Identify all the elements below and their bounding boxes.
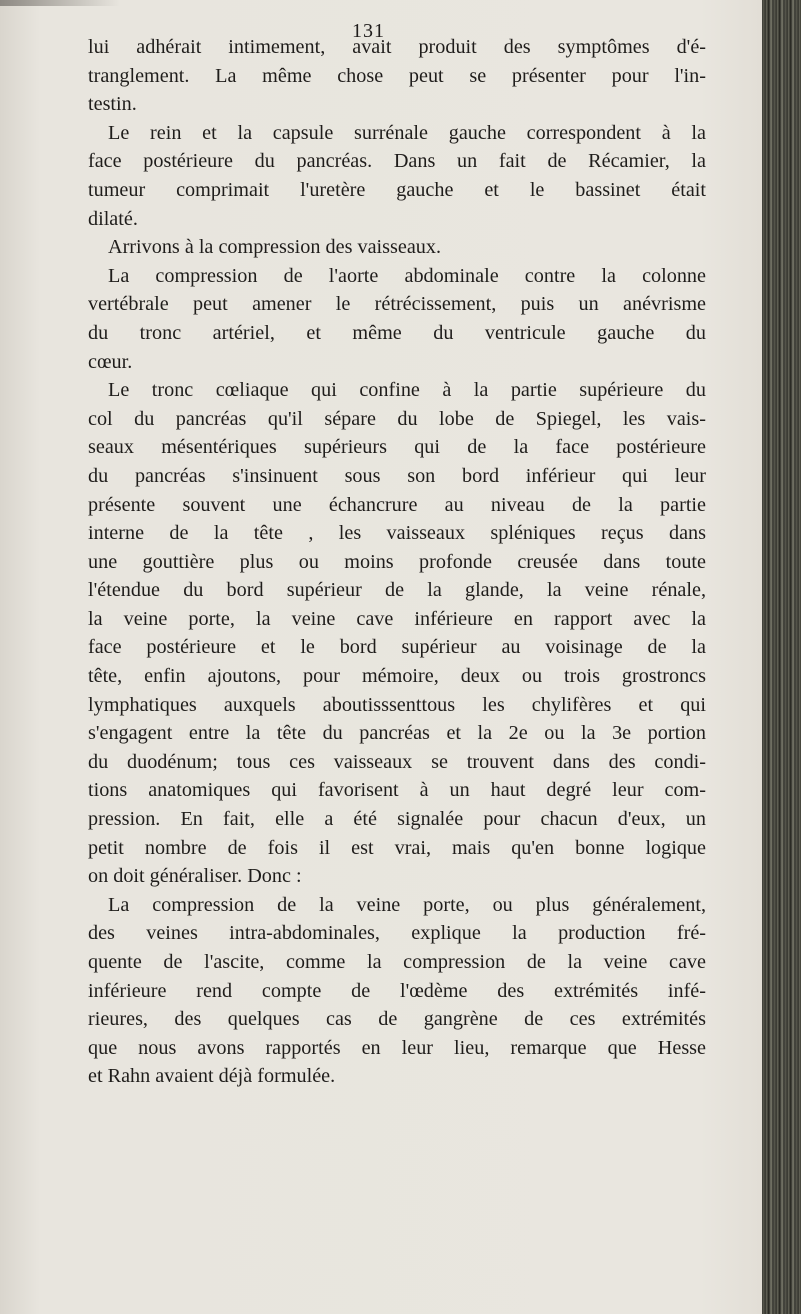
text-line: La compression de la veine porte, ou plus généralement, — [108, 893, 706, 916]
text-line: inférieure rend compte de l'œdème des extrémités infé- — [88, 979, 706, 1002]
text-line: des veines intra-abdominales, explique la production fré- — [88, 922, 706, 945]
text-line: l'étendue du bord supérieur de la glande, la veine rénale, — [88, 579, 706, 602]
text-line: La compression de l'aorte abdominale contre la colonne — [108, 264, 706, 287]
text-line: cœur. — [88, 350, 133, 373]
text-line: Arrivons à la compression des vaisseaux. — [108, 236, 442, 259]
text-line: tranglement. La même chose peut se présenter pour l'in- — [88, 64, 706, 87]
text-line: rieures, des quelques cas de gangrène de ces extrémités — [88, 1008, 706, 1031]
text-line: tumeur comprimait l'uretère gauche et le bassinet était — [88, 178, 706, 201]
text-line: s'engagent entre la tête du pancréas et la 2e ou la 3e portion — [88, 722, 706, 745]
book-binding — [762, 0, 801, 1314]
text-line: une gouttière plus ou moins profonde creusée dans toute — [88, 550, 706, 573]
text-line: quente de l'ascite, comme la compression de la veine cave — [88, 951, 706, 973]
text-line: dilaté. — [88, 207, 138, 230]
text-line: seaux mésentériques supérieurs qui de la face postérieure — [88, 436, 706, 459]
text-line: du pancréas s'insinuent sous son bord inférieur qui leur — [88, 464, 706, 487]
text-line: testin. — [88, 93, 137, 116]
page-edge-shadow — [0, 0, 120, 6]
text-line: petit nombre de fois il est vrai, mais qu'en bonne logique — [88, 836, 706, 859]
text-line: que nous avons rapportés en leur lieu, remarque que Hesse — [88, 1036, 706, 1059]
text-line: lui adhérait intimement, avait produit des symptômes d'é- — [88, 36, 706, 58]
text-line: col du pancréas qu'il sépare du lobe de Spiegel, les vais- — [88, 407, 706, 430]
text-line: lymphatiques auxquels aboutisssenttous les chylifères et qui — [88, 693, 706, 716]
text-line: vertébrale peut amener le rétrécissement, puis un anévrisme — [88, 293, 706, 316]
text-line: on doit généraliser. Donc : — [88, 865, 302, 888]
text-line: face postérieure et le bord supérieur au voisinage de la — [88, 636, 706, 659]
text-line: du tronc artériel, et même du ventricule gauche du — [88, 321, 706, 344]
text-line: pression. En fait, elle a été signalée pour chacun d'eux, un — [88, 808, 706, 831]
text-line: tête, enfin ajoutons, pour mémoire, deux ou trois grostroncs — [88, 665, 706, 688]
page-number: 131 — [352, 20, 385, 42]
text-line: Le rein et la capsule surrénale gauche correspondent à la — [108, 121, 706, 144]
text-line: interne de la tête , les vaisseaux spléniques reçus dans — [88, 522, 706, 545]
text-line: Le tronc cœliaque qui confine à la partie supérieure du — [108, 379, 706, 402]
text-line: tions anatomiques qui favorisent à un haut degré leur com- — [88, 779, 706, 802]
body-text — [88, 33, 706, 1091]
text-line: face postérieure du pancréas. Dans un fait de Récamier, la — [88, 150, 706, 173]
text-line: et Rahn avaient déjà formulée. — [88, 1065, 336, 1088]
text-line: présente souvent une échancrure au niveau de la partie — [88, 493, 706, 516]
text-line: du duodénum; tous ces vaisseaux se trouvent dans des condi- — [88, 750, 706, 773]
text-line: la veine porte, la veine cave inférieure en rapport avec la — [88, 607, 706, 630]
